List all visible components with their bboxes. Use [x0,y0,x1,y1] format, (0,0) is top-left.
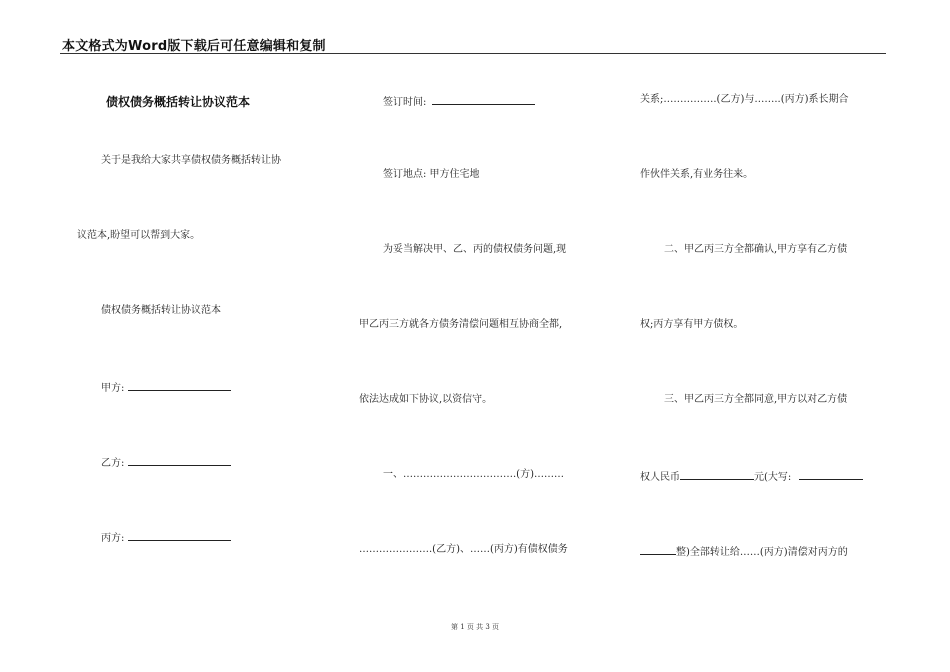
para-line-1: 为妥当解决甲、乙、丙的债权债务问题,现 [383,244,567,255]
amount-capital-blank [799,468,863,480]
relation-line-2: 作伙伴关系,有业务往来。 [640,169,754,180]
sign-time-row [383,93,535,110]
party-c-row [101,529,231,546]
page-footer: 第 1 页 共 3 页 [450,623,500,631]
relation-line-1: 关系;…………….(乙方)与……..(丙方)系长期合 [640,94,849,105]
party-b-row [101,454,231,471]
amount-capital-label: 元(大写: [754,472,792,483]
item-2-line-2: 权;丙方享有甲方债权。 [640,319,744,330]
party-a-label: 甲方: [101,383,125,394]
item-1-line-1: 一、…………………………….(方)……… [383,469,564,480]
sign-time-blank [432,93,535,105]
item-3-line-1: 三、甲乙丙三方全都同意,甲方以对乙方债 [664,394,848,405]
item-1-line-2: ………………….(乙方)、……(丙方)有债权债务 [359,544,568,555]
subtitle-line: 债权债务概括转让协议范本 [101,305,221,316]
amount-blank [680,468,754,480]
para-line-2: 甲乙丙三方就各方债务清偿问题相互协商全都, [359,319,563,330]
intro-line-2: 议范本,盼望可以帮到大家。 [77,230,201,241]
party-a-blank [128,379,231,391]
header-divider [60,53,886,54]
amount-prefix: 权人民币 [640,472,680,483]
item-3-line-3-text: 整)全部转让给……(丙方)清偿对丙方的 [676,547,848,558]
header-banner: 本文格式为Word版下载后可任意编辑和复制 [62,39,326,54]
item-2-line-1: 二、甲乙丙三方全都确认,甲方享有乙方债 [664,244,848,255]
party-b-label: 乙方: [101,458,125,469]
sign-place-line: 签订地点: 甲方住宅地 [383,169,480,180]
party-b-blank [128,454,231,466]
party-a-row [101,379,231,396]
para-line-3: 依法达成如下协议,以资信守。 [359,394,493,405]
document-title: 债权债务概括转让协议范本 [106,95,251,109]
party-c-blank [128,529,231,541]
intro-line-1: 关于是我给大家共享债权债务概括转让协 [101,155,281,166]
party-c-label: 丙方: [101,533,125,544]
item-3-line-3 [640,543,848,560]
sign-time-label: 签订时间: [383,97,427,108]
amount-whole-blank [640,543,676,555]
item-3-line-2 [640,468,863,485]
